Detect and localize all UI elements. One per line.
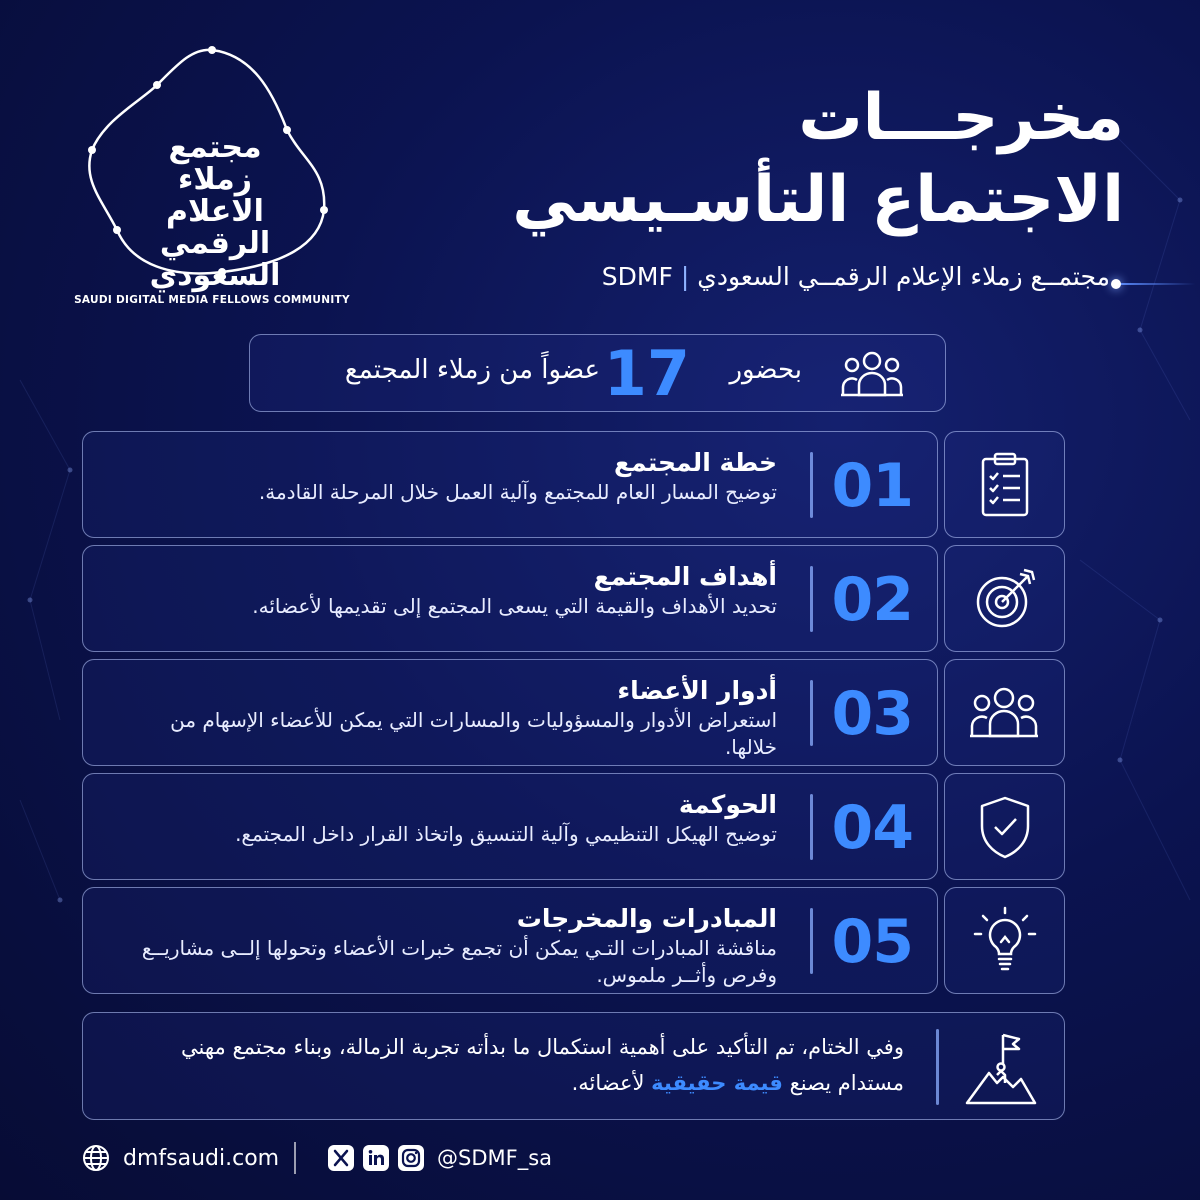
- lightbulb-icon: [970, 906, 1040, 976]
- attendance-prefix: بحضور: [729, 355, 802, 385]
- item-text: [117, 902, 777, 989]
- outcome-card-02: [82, 545, 938, 652]
- page-subtitle: [602, 262, 1110, 291]
- logo-line: زملاء: [178, 162, 252, 197]
- people-group-icon: [968, 678, 1040, 748]
- icon-card-02: [944, 545, 1065, 652]
- footer-divider: [294, 1142, 296, 1174]
- closing-divider: [936, 1029, 939, 1105]
- decorative-dot: [1111, 279, 1121, 289]
- mountain-flag-icon: [963, 1027, 1039, 1107]
- instagram-icon[interactable]: [398, 1145, 424, 1171]
- item-number: 04: [831, 793, 913, 863]
- icon-card-03: [944, 659, 1065, 766]
- target-icon: [970, 564, 1040, 634]
- item-title: أدوار الأعضاء: [617, 676, 777, 705]
- item-number: 01: [831, 451, 913, 521]
- logo-line: الرقمي: [159, 226, 271, 261]
- logo-wordmark: [120, 132, 310, 292]
- item-description: مناقشة المبادرات التـي يمكن أن تجمع خبرات الأعضاء وتحولها إلــى مشاريــع وفرص وأثــر ملموس.: [141, 936, 777, 987]
- outcome-card-04: [82, 773, 938, 880]
- logo-line: السعودي: [149, 258, 281, 293]
- item-divider: [810, 794, 813, 860]
- item-number: 05: [831, 907, 913, 977]
- people-group-icon: [839, 349, 905, 399]
- x-icon[interactable]: [328, 1145, 354, 1171]
- item-description: استعراض الأدوار والمسؤوليات والمسارات التي يمكن للأعضاء الإسهام من خلالها.: [170, 708, 777, 759]
- outcome-card-03: [82, 659, 938, 766]
- footer: [82, 1140, 602, 1180]
- closing-box: [82, 1012, 1065, 1120]
- social-handle[interactable]: @SDMF_sa: [437, 1146, 553, 1170]
- website-link[interactable]: dmfsaudi.com: [123, 1146, 280, 1171]
- globe-icon[interactable]: [82, 1144, 110, 1172]
- shield-check-icon: [970, 792, 1040, 862]
- closing-highlight: قيمة حقيقية: [651, 1071, 783, 1095]
- item-text: [117, 788, 777, 848]
- item-number: 02: [831, 565, 913, 635]
- item-number: 03: [831, 679, 913, 749]
- item-divider: [810, 680, 813, 746]
- clipboard-checklist-icon: [970, 450, 1040, 520]
- logo-line: الاعلام: [166, 194, 264, 229]
- closing-text-before: وفي الختام، تم التأكيد على أهمية استكمال ما بدأته تجربة الزمالة، وبناء مجتمع مهني مستدام يصنع: [181, 1035, 904, 1095]
- icon-card-01: [944, 431, 1065, 538]
- attendance-count: 17: [603, 337, 690, 410]
- logo-caption: SAUDI DIGITAL MEDIA FELLOWS COMMUNITY: [74, 294, 350, 306]
- item-description: توضيح الهيكل التنظيمي وآلية التنسيق واتخاذ القرار داخل المجتمع.: [235, 822, 777, 846]
- item-divider: [810, 566, 813, 632]
- item-text: [117, 446, 777, 506]
- decorative-line: [1115, 283, 1195, 285]
- linkedin-icon[interactable]: [363, 1145, 389, 1171]
- outcome-card-05: [82, 887, 938, 994]
- closing-text-after: لأعضائه.: [571, 1071, 645, 1095]
- subtitle-arabic: مجتمــع زملاء الإعلام الرقمــي السعودي: [697, 262, 1110, 291]
- subtitle-separator: |: [680, 262, 690, 291]
- item-divider: [810, 452, 813, 518]
- page-title-line-2: الاجتماع التأسـيسي: [512, 163, 1124, 237]
- item-title: المبادرات والمخرجات: [516, 904, 777, 933]
- item-divider: [810, 908, 813, 974]
- item-title: أهداف المجتمع: [593, 562, 777, 591]
- item-description: توضيح المسار العام للمجتمع وآلية العمل خلال المرحلة القادمة.: [258, 480, 777, 504]
- item-text: [117, 560, 777, 620]
- item-title: الحوكمة: [678, 790, 777, 819]
- outcome-card-01: [82, 431, 938, 538]
- item-text: [117, 674, 777, 761]
- attendance-box: [249, 334, 946, 412]
- logo-line: مجتمع: [168, 130, 262, 165]
- community-logo: [62, 40, 362, 310]
- attendance-suffix: عضواً من زملاء المجتمع: [344, 355, 600, 385]
- subtitle-abbr: SDMF: [601, 262, 673, 291]
- closing-text: [144, 1029, 904, 1101]
- item-description: تحديد الأهداف والقيمة التي يسعى المجتمع إلى تقديمها لأعضائه.: [252, 594, 777, 618]
- page-title-line-1: مخرجـــات: [798, 81, 1124, 155]
- icon-card-04: [944, 773, 1065, 880]
- item-title: خطة المجتمع: [613, 448, 777, 477]
- icon-card-05: [944, 887, 1065, 994]
